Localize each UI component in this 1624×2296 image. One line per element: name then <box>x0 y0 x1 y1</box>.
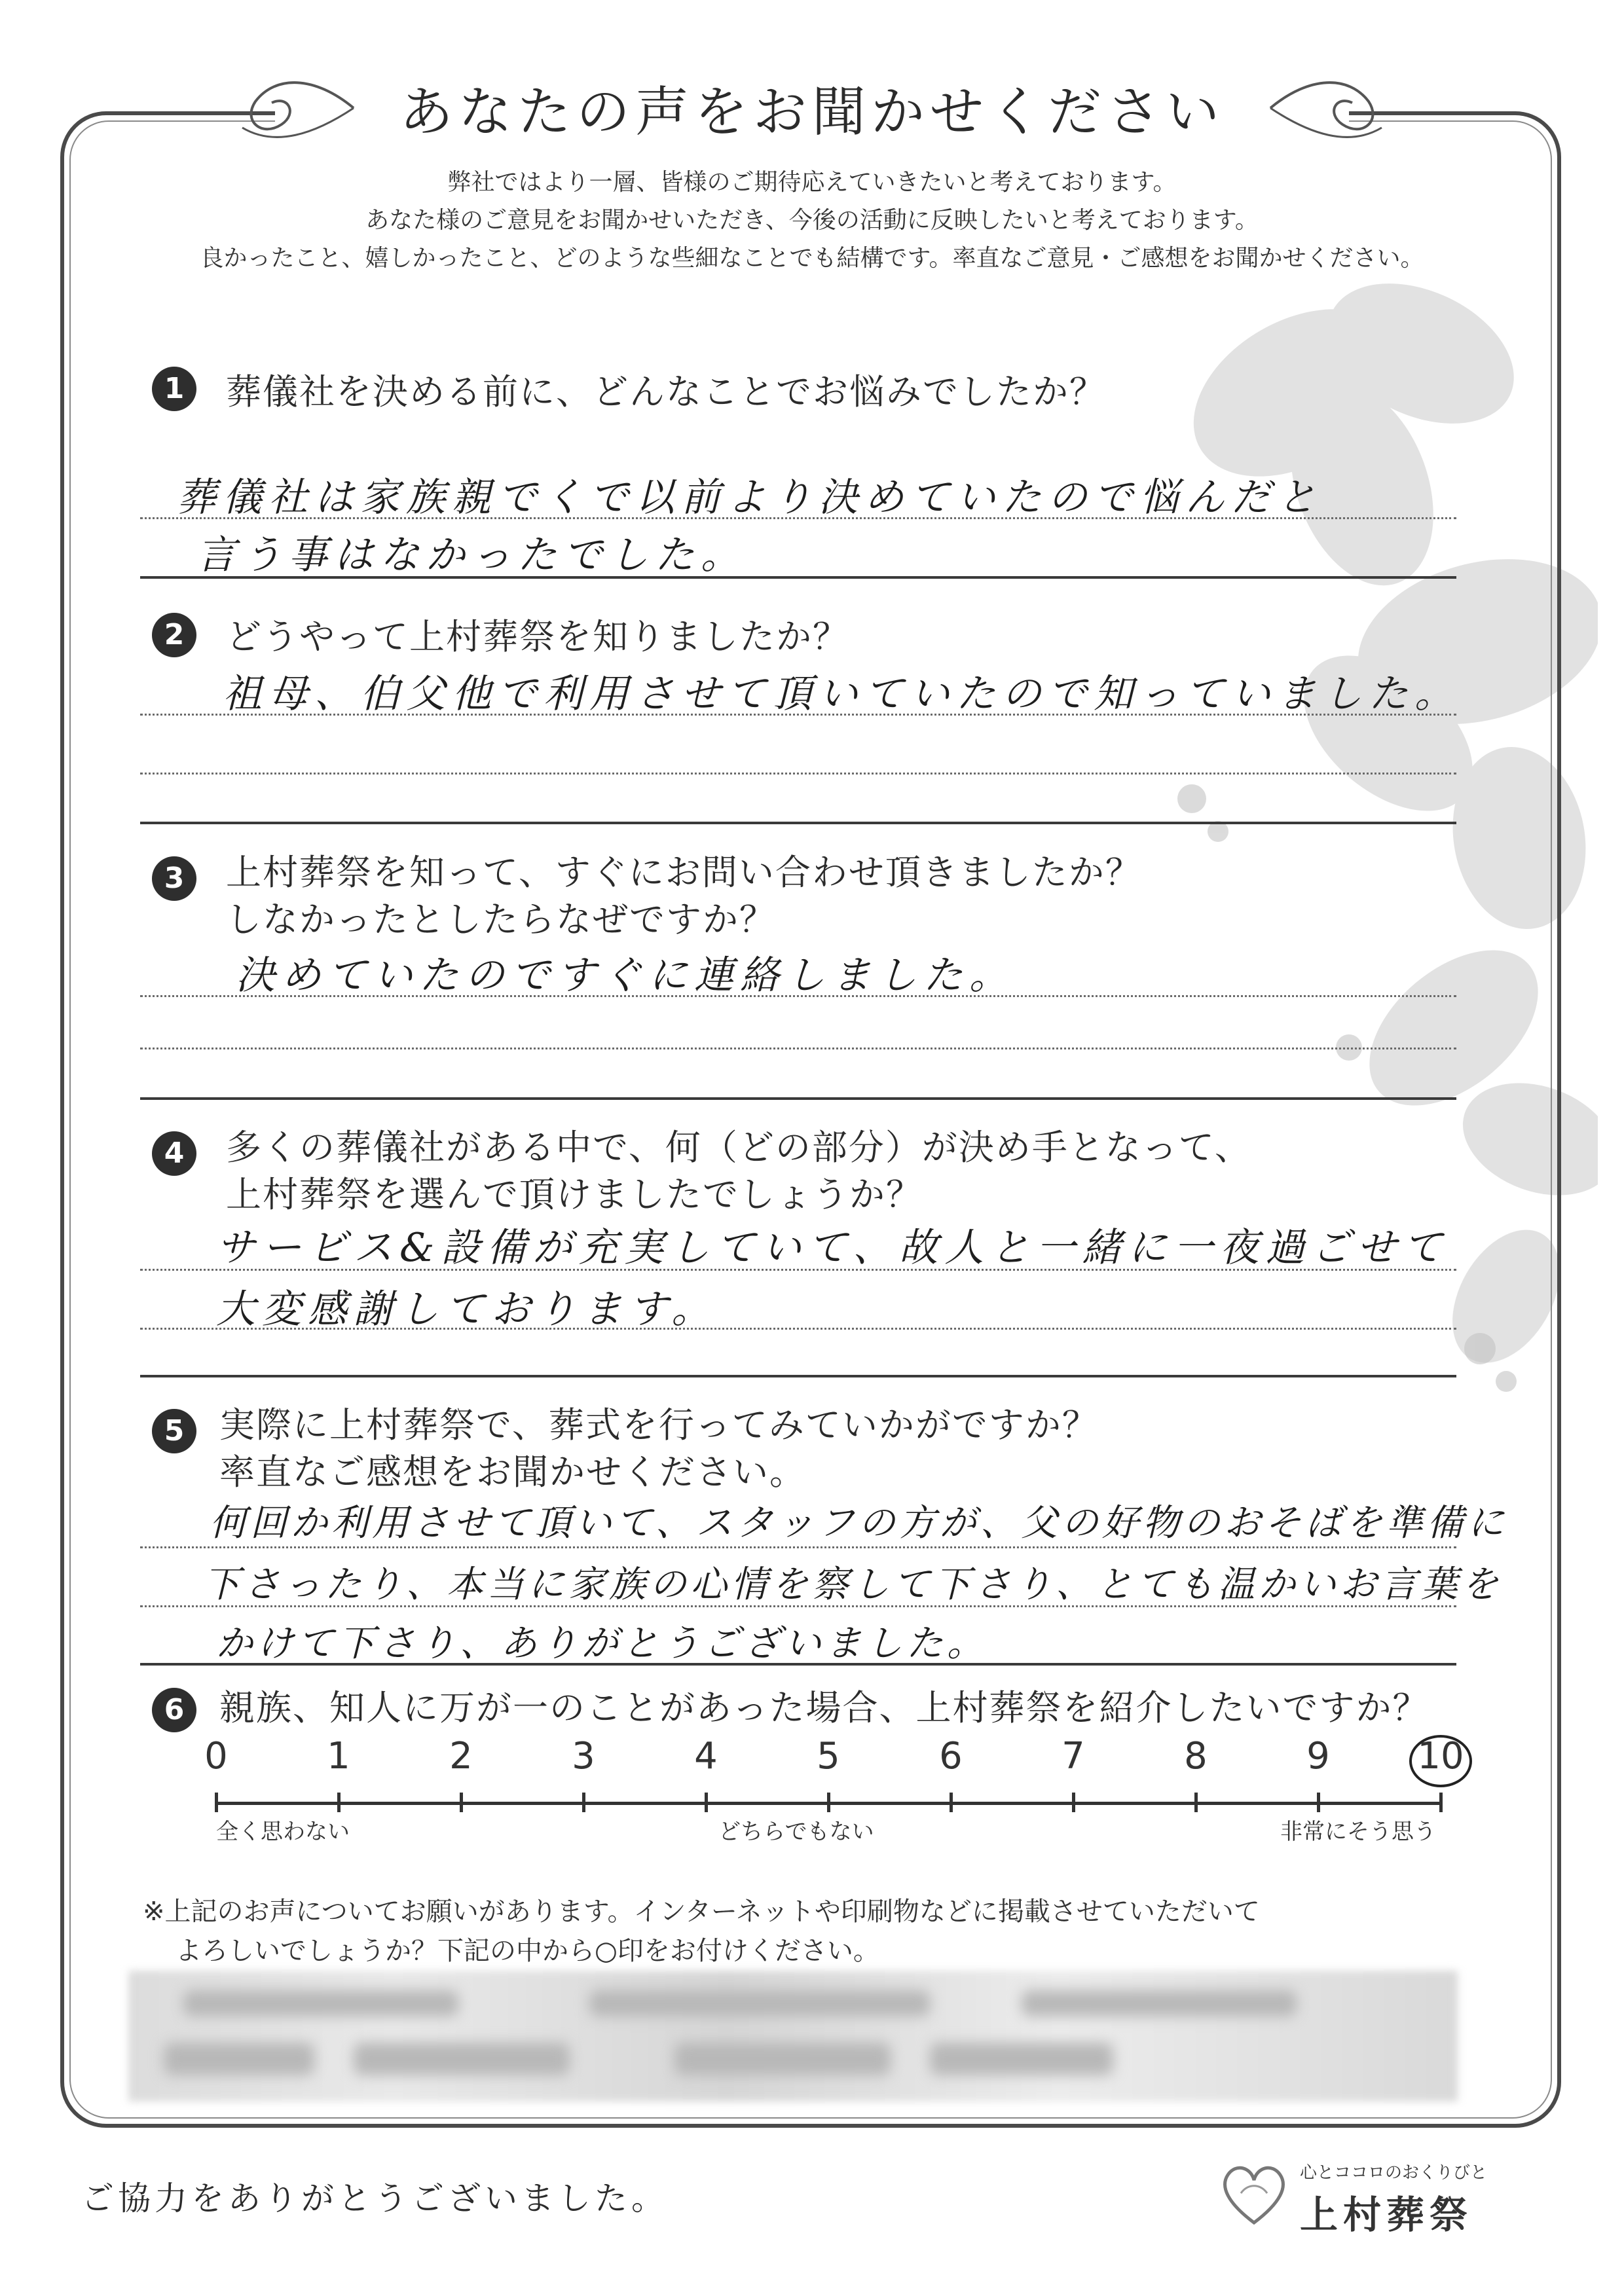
question-text: 多くの葬儀社がある中で、何（どの部分）が決め手となって、 <box>226 1127 1251 1168</box>
scale-tick <box>337 1793 341 1812</box>
answer-line <box>140 1328 1456 1330</box>
intro-text <box>131 164 1493 278</box>
scale-tick <box>1439 1793 1443 1812</box>
heart-logo-icon <box>1215 2154 1293 2232</box>
question-number-badge: 5 <box>152 1409 196 1453</box>
redacted-block <box>930 2043 1113 2075</box>
scale-number-5[interactable]: 5 <box>817 1735 840 1777</box>
note-line: ※上記のお声についてお願いがあります。インターネットや印刷物などに掲載させていただいて <box>143 1897 1260 1927</box>
answer-line <box>140 714 1456 716</box>
scale-number-3[interactable]: 3 <box>572 1735 595 1777</box>
question-text: 上村葬祭を知って、すぐにお問い合わせ頂きましたか？ <box>226 852 1142 893</box>
scale-tick <box>705 1793 708 1812</box>
handwritten-answer: 下さったり、本当に家族の心情を察して下さり、とても温かいお言葉を <box>203 1563 1502 1606</box>
scale-number-7[interactable]: 7 <box>1061 1735 1085 1777</box>
intro-line: あなた様のご意見をお聞かせいただき、今後の活動に反映したいと考えております。 <box>365 207 1259 234</box>
scale-tick <box>950 1793 953 1812</box>
scale-tick <box>1072 1793 1075 1812</box>
question-number-badge: 4 <box>152 1131 196 1176</box>
handwritten-answer: サービス&設備が充実していて、故人と一緒に一夜過ごせて <box>216 1225 1449 1271</box>
answer-line <box>140 1546 1456 1548</box>
scale-label-high: 非常にそう思う <box>1280 1819 1436 1845</box>
scale-number-9[interactable]: 9 <box>1306 1735 1330 1777</box>
answer-line <box>140 1605 1456 1607</box>
handwritten-answer: 葬儀社は家族親でくで以前より決めていたので悩んだと <box>177 475 1323 520</box>
redacted-block <box>1022 1990 1297 2016</box>
scale-tick <box>582 1793 585 1812</box>
scale-tick <box>460 1793 463 1812</box>
answer-line <box>140 1048 1456 1049</box>
question-text: 上村葬祭を選んで頂けましたでしょうか？ <box>226 1174 923 1215</box>
answer-line <box>140 995 1456 997</box>
scale-tick <box>1194 1793 1198 1812</box>
question-text: どうやって上村葬祭を知りましたか？ <box>226 616 849 657</box>
question-text: 親族、知人に万が一のことがあった場合、上村葬祭を紹介したいですか？ <box>219 1687 1430 1728</box>
handwritten-answer: 言う事はなかったでした。 <box>196 532 747 578</box>
scale-label-mid: どちらでもない <box>718 1819 874 1845</box>
question-number-badge: 1 <box>152 367 196 411</box>
answer-line <box>140 1269 1456 1271</box>
scale-number-2[interactable]: 2 <box>449 1735 473 1777</box>
handwritten-answer: 大変感謝しております。 <box>216 1286 718 1332</box>
logo-name: 上村葬祭 <box>1300 2193 1473 2237</box>
handwritten-answer: かけて下さり、ありがとうございました。 <box>216 1622 987 1665</box>
redacted-block <box>589 1990 930 2016</box>
answer-line <box>140 517 1456 519</box>
scale-number-6[interactable]: 6 <box>939 1735 963 1777</box>
question-text: 実際に上村葬祭で、葬式を行ってみていかがですか？ <box>219 1404 1099 1446</box>
scale-number-4[interactable]: 4 <box>694 1735 718 1777</box>
footer-thanks: ご協力をありがとうございました。 <box>81 2179 668 2217</box>
scale-tick <box>215 1793 218 1812</box>
scale-number-1[interactable]: 1 <box>327 1735 350 1777</box>
note-line: よろしいでしょうか？下記の中から○印をお付けください。 <box>175 1936 879 1966</box>
redacted-block <box>183 1990 458 2016</box>
intro-line: 良かったこと、嬉しかったこと、どのような些細なことでも結構です。率直なご意見・ご感想をお聞かせください。 <box>200 245 1424 272</box>
intro-line: 弊社ではより一層、皆様のご期待応えていきたいと考えております。 <box>447 169 1177 196</box>
section-divider <box>140 822 1456 824</box>
redacted-block <box>164 2043 314 2075</box>
scale-number-0[interactable]: 0 <box>204 1735 228 1777</box>
question-text: しなかったとしたらなぜですか？ <box>226 899 776 940</box>
question-number-badge: 2 <box>152 613 196 657</box>
permission-note <box>143 1892 1260 1971</box>
logo-tagline: 心とココロのおくりびと <box>1300 2163 1488 2183</box>
question-number-badge: 3 <box>152 856 196 901</box>
question-number-badge: 6 <box>152 1688 196 1732</box>
page-title: あなたの声をお聞かせください <box>399 81 1225 143</box>
scale-number-10[interactable]: 10 <box>1417 1735 1464 1777</box>
scale-number-8[interactable]: 8 <box>1184 1735 1208 1777</box>
handwritten-answer: 決めていたのですぐに連絡しました。 <box>236 953 1015 998</box>
handwritten-answer: 何回か利用させて頂いて、スタッフの方が、父の好物のおそばを準備に <box>210 1502 1508 1544</box>
section-divider <box>140 1663 1456 1666</box>
redacted-block <box>354 2043 570 2075</box>
question-text: 葬儀社を決める前に、どんなことでお悩みでしたか？ <box>226 371 1106 412</box>
scale-label-low: 全く思わない <box>216 1819 350 1845</box>
scale-tick <box>827 1793 830 1812</box>
section-divider <box>140 1375 1456 1377</box>
handwritten-answer: 祖母、伯父他で利用させて頂いていたので知っていました。 <box>223 671 1460 717</box>
answer-line <box>140 773 1456 774</box>
section-divider <box>140 1097 1456 1100</box>
scale-tick <box>1317 1793 1320 1812</box>
question-text: 率直なご感想をお聞かせください。 <box>219 1451 806 1493</box>
section-divider <box>140 576 1456 579</box>
redacted-block <box>674 2043 891 2075</box>
